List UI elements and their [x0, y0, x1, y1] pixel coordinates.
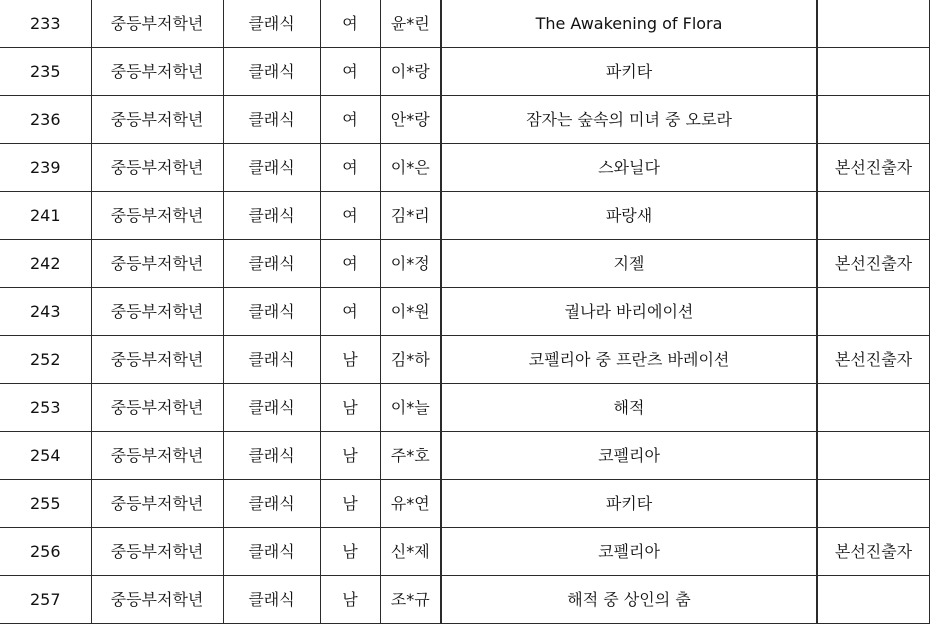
- name-cell: 신*제: [380, 528, 441, 576]
- genre-cell: 클래식: [223, 240, 320, 288]
- entry-number-cell: 253: [0, 384, 91, 432]
- name-cell: 김*하: [380, 336, 441, 384]
- table-row: [0, 288, 930, 336]
- note-cell: [817, 48, 930, 96]
- division-cell: 중등부저학년: [91, 240, 223, 288]
- note-cell: [817, 192, 930, 240]
- entry-number-cell: 242: [0, 240, 91, 288]
- genre-cell: 클래식: [223, 480, 320, 528]
- note-cell: 본선진출자: [817, 144, 930, 192]
- genre-cell: 클래식: [223, 0, 320, 48]
- note-cell: [817, 0, 930, 48]
- name-cell: 조*규: [380, 576, 441, 624]
- entry-number-cell: 235: [0, 48, 91, 96]
- table-row: [0, 576, 930, 624]
- division-cell: 중등부저학년: [91, 576, 223, 624]
- note-cell: [817, 480, 930, 528]
- name-cell: 김*리: [380, 192, 441, 240]
- entry-number-cell: 256: [0, 528, 91, 576]
- name-cell: 이*늘: [380, 384, 441, 432]
- note-cell: [817, 576, 930, 624]
- gender-cell: 남: [320, 336, 380, 384]
- note-cell: 본선진출자: [817, 528, 930, 576]
- table-row: [0, 96, 930, 144]
- gender-cell: 남: [320, 576, 380, 624]
- name-cell: 유*연: [380, 480, 441, 528]
- division-cell: 중등부저학년: [91, 288, 223, 336]
- division-cell: 중등부저학년: [91, 144, 223, 192]
- gender-cell: 여: [320, 192, 380, 240]
- entry-number-cell: 252: [0, 336, 91, 384]
- piece-title-cell: 해적 중 상인의 춤: [441, 576, 817, 624]
- note-cell: [817, 384, 930, 432]
- genre-cell: 클래식: [223, 144, 320, 192]
- note-cell: 본선진출자: [817, 336, 930, 384]
- name-cell: 이*정: [380, 240, 441, 288]
- genre-cell: 클래식: [223, 192, 320, 240]
- entry-number-cell: 255: [0, 480, 91, 528]
- entry-number-cell: 254: [0, 432, 91, 480]
- division-cell: 중등부저학년: [91, 528, 223, 576]
- piece-title-cell: 코펠리아 중 프란츠 바레이션: [441, 336, 817, 384]
- piece-title-cell: 해적: [441, 384, 817, 432]
- division-cell: 중등부저학년: [91, 0, 223, 48]
- piece-title-cell: 궐나라 바리에이션: [441, 288, 817, 336]
- genre-cell: 클래식: [223, 48, 320, 96]
- division-cell: 중등부저학년: [91, 432, 223, 480]
- table-row: [0, 48, 930, 96]
- division-cell: 중등부저학년: [91, 384, 223, 432]
- genre-cell: 클래식: [223, 96, 320, 144]
- genre-cell: 클래식: [223, 576, 320, 624]
- table-row: [0, 480, 930, 528]
- note-cell: [817, 96, 930, 144]
- name-cell: 주*호: [380, 432, 441, 480]
- gender-cell: 여: [320, 240, 380, 288]
- gender-cell: 여: [320, 96, 380, 144]
- piece-title-cell: 파키타: [441, 480, 817, 528]
- gender-cell: 남: [320, 384, 380, 432]
- piece-title-cell: The Awakening of Flora: [441, 0, 817, 48]
- piece-title-cell: 스와닐다: [441, 144, 817, 192]
- table-row: [0, 336, 930, 384]
- piece-title-cell: 코펠리아: [441, 432, 817, 480]
- gender-cell: 남: [320, 432, 380, 480]
- name-cell: 안*랑: [380, 96, 441, 144]
- genre-cell: 클래식: [223, 528, 320, 576]
- gender-cell: 여: [320, 288, 380, 336]
- name-cell: 이*원: [380, 288, 441, 336]
- entry-number-cell: 239: [0, 144, 91, 192]
- entry-number-cell: 236: [0, 96, 91, 144]
- table-row: [0, 528, 930, 576]
- genre-cell: 클래식: [223, 336, 320, 384]
- gender-cell: 남: [320, 528, 380, 576]
- piece-title-cell: 지젤: [441, 240, 817, 288]
- genre-cell: 클래식: [223, 384, 320, 432]
- division-cell: 중등부저학년: [91, 96, 223, 144]
- division-cell: 중등부저학년: [91, 192, 223, 240]
- table-row: [0, 432, 930, 480]
- piece-title-cell: 코펠리아: [441, 528, 817, 576]
- table-row: [0, 0, 930, 48]
- note-cell: 본선진출자: [817, 240, 930, 288]
- piece-title-cell: 파키타: [441, 48, 817, 96]
- piece-title-cell: 파랑새: [441, 192, 817, 240]
- gender-cell: 남: [320, 480, 380, 528]
- name-cell: 윤*린: [380, 0, 441, 48]
- name-cell: 이*은: [380, 144, 441, 192]
- genre-cell: 클래식: [223, 432, 320, 480]
- table-row: [0, 240, 930, 288]
- table-row: [0, 192, 930, 240]
- name-cell: 이*랑: [380, 48, 441, 96]
- division-cell: 중등부저학년: [91, 480, 223, 528]
- entry-number-cell: 243: [0, 288, 91, 336]
- entry-number-cell: 233: [0, 0, 91, 48]
- gender-cell: 여: [320, 144, 380, 192]
- note-cell: [817, 432, 930, 480]
- note-cell: [817, 288, 930, 336]
- table-row: [0, 384, 930, 432]
- division-cell: 중등부저학년: [91, 336, 223, 384]
- entry-number-cell: 257: [0, 576, 91, 624]
- piece-title-cell: 잠자는 숲속의 미녀 중 오로라: [441, 96, 817, 144]
- gender-cell: 여: [320, 0, 380, 48]
- entry-number-cell: 241: [0, 192, 91, 240]
- gender-cell: 여: [320, 48, 380, 96]
- genre-cell: 클래식: [223, 288, 320, 336]
- division-cell: 중등부저학년: [91, 48, 223, 96]
- table-row: [0, 144, 930, 192]
